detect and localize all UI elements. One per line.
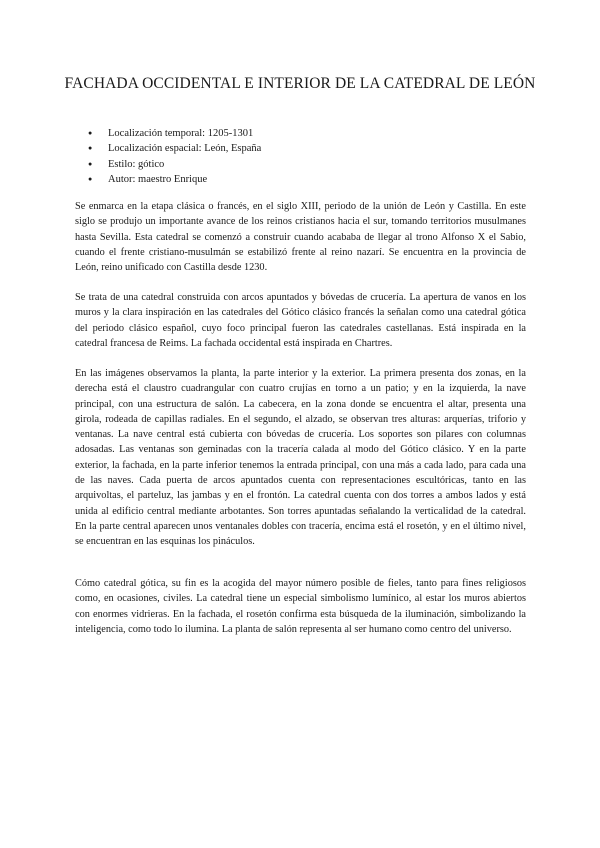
info-item-author: ● Autor: maestro Enrique [88,172,261,187]
paragraph-context: Se enmarca en la etapa clásica o francés, en el siglo XIII, periodo de la unión de León y Castilla. En este siglo se produjo un importante avance de los reinos cristianos hacia el sur, tomando territorios musulmanes hasta Sevilla. Esta catedral se comenzó a construir cuando acababa de llegar al trono Alfonso X el Sabio, cuando el frente cristiano-musulmán se estabilizó frente al reino nazarí. Se encuentra en la provincia de León, reino unificado con Castilla desde 1230. [75,201,526,274]
info-item-temporal-location: ● Localización temporal: 1205-1301 [88,126,261,141]
paragraph-classification: Se trata de una catedral construida con arcos apuntados y bóvedas de crucería. La apertura de vanos en los muros y la clara inspiración en las catedrales del Gótico clásico francés la señalan como una catedral gótica del periodo clásico español, cuyo foco principal fueron las catedrales castellanas. Está inspirada en la catedral francesa de Reims. La fachada occidental está inspirada en Chartres. [75,292,526,349]
paragraph-description: En las imágenes observamos la planta, la parte interior y la exterior. La primera presenta dos zonas, en la derecha está el claustro cuadrangular con cuatro crujías en torno a un patio; y en la izquierda, la nave principal, con una estructura de salón. La cabecera, en la zona donde se encuentra el altar, presenta una girola, rodeada de capillas radiales. En el segundo, el alzado, se observan tres alturas: arquerías, triforio y ventanas. La nave central está cubierta con bóvedas de crucería. Los soportes son pilares con columnas adosadas. Las ventanas son geminadas con la tracería calada al modo del Gótico clásico. Y en la parte exterior, la fachada, en la parte inferior tenemos la entrada principal, con una más a cada lado, para cada una de las naves. Cada puerta de arcos apuntados cuenta con representaciones escultóricas, tanto en las arquivoltas, el parteluz, las jambas y en el frontón. La catedral cuenta con dos torres a ambos lados y está unida al edificio central mediante arbotantes. Son torres apuntadas señalando la verticalidad de la catedral. En la parte central aparecen unos ventanales dobles con tracería, encima está el rosetón, y en el último nivel, se encuentran en las esquinas los pináculos. [75,368,526,548]
info-item-style: ● Estilo: gótico [88,157,261,172]
info-item-spatial-location: ● Localización espacial: León, España [88,141,261,156]
document-title: FACHADA OCCIDENTAL E INTERIOR DE LA CATEDRAL DE LEÓN [64,75,536,92]
info-list [88,126,261,187]
paragraph-function: Cómo catedral gótica, su fin es la acogida del mayor número posible de fieles, tanto para fines religiosos como, en ocasiones, civiles. La catedral tiene un especial simbolismo lumínico, al estar los muros abiertos con enormes vidrieras. En la fachada, el rosetón confirma esta búsqueda de la iluminación, simbolizando la inteligencia, como todo lo ilumina. La planta de salón representa al ser humano como centro del universo. [75,578,526,635]
